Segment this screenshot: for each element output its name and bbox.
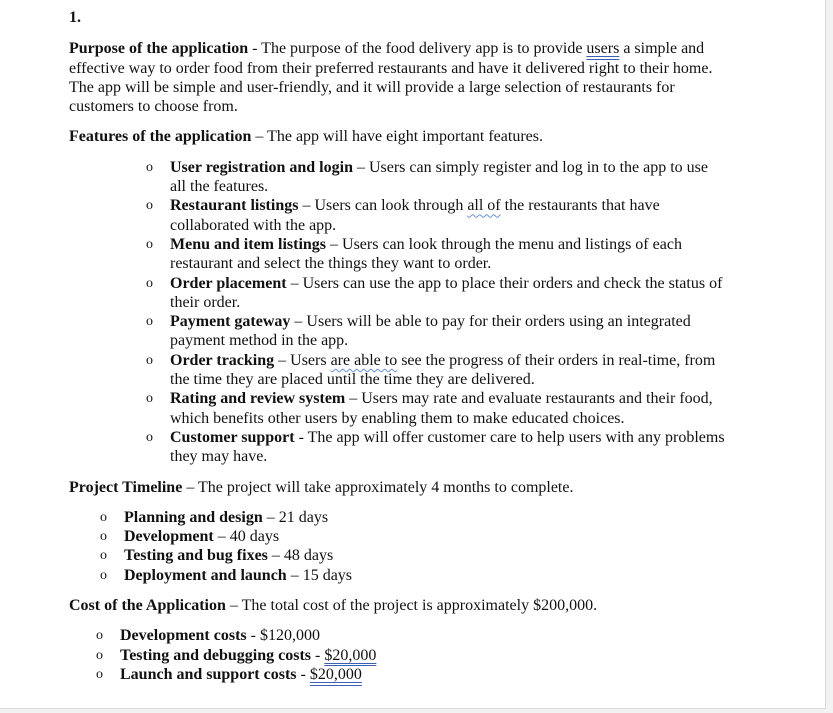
bullet-icon: o xyxy=(146,352,153,368)
cost-title: Launch and support costs xyxy=(120,665,297,683)
timeline-title: Development xyxy=(124,528,214,546)
bullet-icon: o xyxy=(100,509,107,525)
bullet-icon: o xyxy=(146,159,153,175)
bullet-icon: o xyxy=(96,628,103,644)
timeline-title: Planning and design xyxy=(124,508,263,526)
timeline-intro: – The project will take approximately 4 months to complete. xyxy=(182,478,574,496)
list-item xyxy=(146,196,725,235)
feature-text: - The app will offer customer care to help users with any problems they may have. xyxy=(170,428,725,466)
feature-text: – Users can look through the menu and listings of each restaurant and select the things they want to order. xyxy=(170,235,682,273)
feature-text: – Users can use the app to place their orders and check the status of their order. xyxy=(170,274,723,311)
bullet-icon: o xyxy=(100,567,107,583)
bullet-icon: o xyxy=(96,647,103,663)
section-number: 1. xyxy=(69,9,81,26)
feature-title: Menu and item listings xyxy=(170,235,327,253)
users-word: users xyxy=(586,40,620,58)
feature-title: Order placement xyxy=(170,274,287,292)
list-item xyxy=(100,508,719,527)
grammar-mark[interactable]: all of xyxy=(467,197,501,215)
list-item xyxy=(146,312,725,351)
feature-title: Rating and review system xyxy=(170,390,346,408)
bullet-icon: o xyxy=(146,198,153,214)
feature-text: – Users can simply register and log in to the app to use all the features. xyxy=(170,158,709,196)
features-intro: – The app will have eight important features. xyxy=(251,128,543,146)
cost-separator: - xyxy=(296,665,310,683)
timeline-paragraph xyxy=(69,478,719,497)
cost-intro: – The total cost of the project is approximately $200,000. xyxy=(225,597,598,615)
list-item xyxy=(100,566,719,585)
feature-title: Order tracking xyxy=(170,351,275,369)
bullet-icon: o xyxy=(146,429,153,445)
list-item xyxy=(146,351,725,390)
list-item xyxy=(100,527,719,546)
purpose-paragraph xyxy=(69,39,719,116)
cost-amount: $120,000 xyxy=(259,627,320,645)
features-heading: Features of the application xyxy=(69,128,252,146)
document-body xyxy=(69,8,725,695)
feature-title: User registration and login xyxy=(170,158,353,176)
list-item xyxy=(96,665,719,684)
bullet-icon: o xyxy=(100,548,107,564)
bullet-icon: o xyxy=(100,529,107,545)
purpose-heading: Purpose of the application xyxy=(69,40,249,58)
feature-text-b: the restaurants that have collaborated with the app. xyxy=(170,197,660,234)
feature-text: – Users can look through xyxy=(298,197,468,215)
list-item xyxy=(146,389,725,428)
cost-title: Development costs xyxy=(120,627,247,645)
timeline-value: – 21 days xyxy=(262,508,329,526)
timeline-heading: Project Timeline xyxy=(69,478,183,496)
cost-separator: - xyxy=(311,646,325,664)
features-list xyxy=(146,158,725,467)
list-item xyxy=(146,158,725,197)
timeline-value: – 40 days xyxy=(213,528,280,546)
bullet-icon: o xyxy=(146,314,153,330)
cost-amount[interactable]: $20,000 xyxy=(324,646,377,664)
timeline-value: – 15 days xyxy=(286,566,353,584)
cost-heading: Cost of the Application xyxy=(69,597,226,615)
list-item xyxy=(146,274,725,313)
timeline-title: Deployment and launch xyxy=(124,566,287,584)
bullet-icon: o xyxy=(146,236,153,252)
timeline-value: – 48 days xyxy=(267,547,334,565)
grammar-mark[interactable]: are able to xyxy=(330,351,398,369)
cost-paragraph xyxy=(69,596,719,615)
cost-list xyxy=(96,626,719,684)
list-item xyxy=(96,646,719,665)
list-item xyxy=(96,626,719,645)
feature-title: Payment gateway xyxy=(170,313,291,331)
bullet-icon: o xyxy=(96,666,103,682)
feature-text: – Users will be able to pay for their orders using an integrated payment method in the app. xyxy=(170,313,691,350)
timeline-title: Testing and bug fixes xyxy=(124,547,268,565)
cost-separator: - xyxy=(246,627,260,645)
cost-title: Testing and debugging costs xyxy=(120,646,312,664)
list-item xyxy=(146,235,725,274)
purpose-text-a: - The purpose of the food delivery app is to provide xyxy=(248,40,587,58)
feature-title: Customer support xyxy=(170,428,295,446)
feature-text: – Users may rate and evaluate restaurants and their food, which benefits other users by enabling them to make educated choices. xyxy=(170,390,713,427)
bullet-icon: o xyxy=(146,391,153,407)
purpose-text-b: a simple and effective way to order food from their preferred restaurants and have it delivered right to their home. The app will be simple and user-friendly, and it will provide a large selection of restaurants for customers to choose from. xyxy=(69,40,713,116)
list-item xyxy=(100,546,719,565)
feature-text-b: see the progress of their orders in real-time, from the time they are placed until the time they are delivered. xyxy=(170,351,716,389)
features-paragraph xyxy=(69,127,719,146)
feature-text: – Users xyxy=(274,351,331,369)
list-item xyxy=(146,428,725,467)
timeline-list xyxy=(100,508,719,585)
feature-title: Restaurant listings xyxy=(170,197,299,215)
cost-amount[interactable]: $20,000 xyxy=(309,665,362,683)
bullet-icon: o xyxy=(146,275,153,291)
